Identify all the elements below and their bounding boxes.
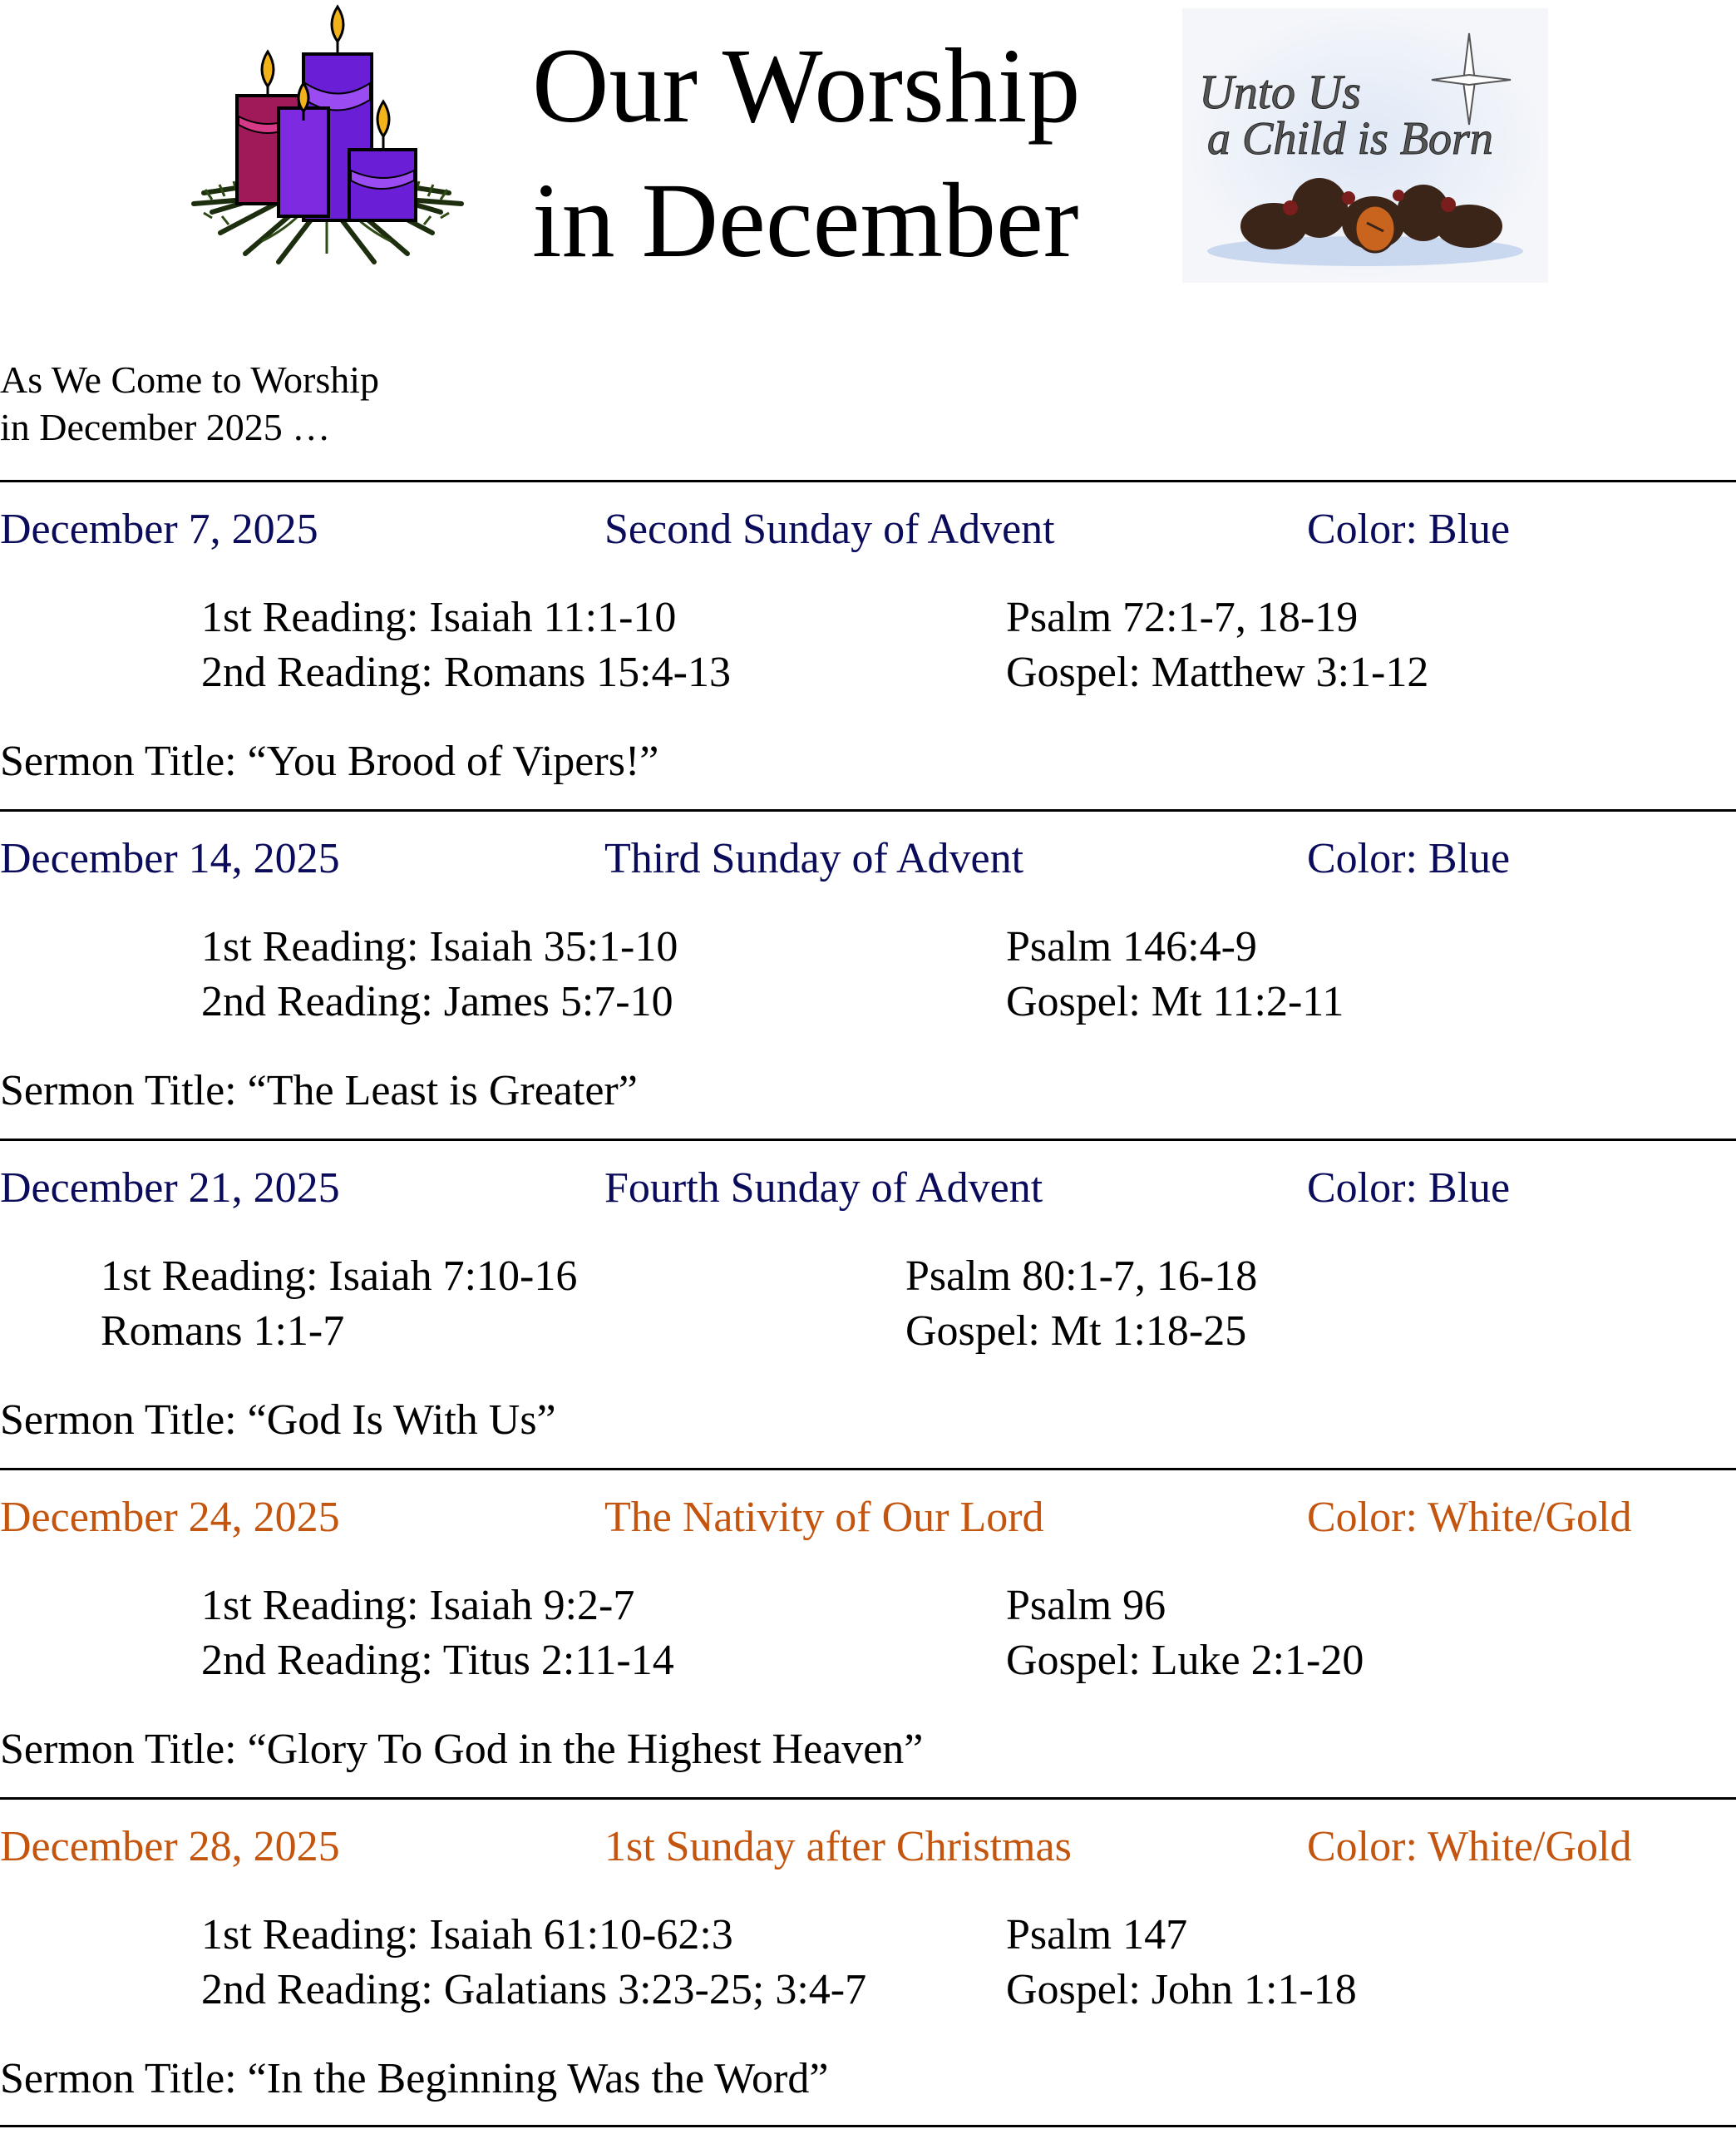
intro-text — [0, 356, 379, 451]
sermon-title: Sermon Title: “You Brood of Vipers!” — [0, 738, 659, 785]
service-date: December 28, 2025 — [0, 1823, 340, 1870]
intro-line-2: in December 2025 … — [0, 406, 331, 448]
gospel: Gospel: John 1:1-18 — [1006, 1966, 1357, 2013]
unto-us-banner-image — [1182, 8, 1548, 283]
page-title — [532, 18, 1080, 288]
liturgical-color: Color: Blue — [1307, 835, 1511, 882]
gospel: Gospel: Mt 11:2-11 — [1006, 978, 1344, 1025]
service-date: December 24, 2025 — [0, 1494, 340, 1541]
sermon-title: Sermon Title: “Glory To God in the Highest Heaven” — [0, 1726, 924, 1773]
second-reading: Romans 1:1-7 — [101, 1307, 345, 1355]
title-line-1: Our Worship — [532, 27, 1081, 145]
sermon-title: Sermon Title: “The Least is Greater” — [0, 1067, 638, 1114]
divider — [0, 1139, 1736, 1141]
advent-wreath-candles-icon — [187, 0, 466, 270]
sermon-title: Sermon Title: “God Is With Us” — [0, 1396, 556, 1444]
first-reading: 1st Reading: Isaiah 11:1-10 — [201, 594, 677, 641]
service-occasion: Second Sunday of Advent — [604, 506, 1055, 553]
psalm: Psalm 146:4-9 — [1006, 923, 1257, 971]
service-date: December 14, 2025 — [0, 835, 340, 882]
title-line-2: in December — [532, 161, 1079, 279]
service-date: December 21, 2025 — [0, 1164, 340, 1212]
intro-line-1: As We Come to Worship — [0, 358, 380, 401]
liturgical-color: Color: White/Gold — [1307, 1823, 1632, 1870]
psalm: Psalm 147 — [1006, 1911, 1188, 1959]
first-reading: 1st Reading: Isaiah 61:10-62:3 — [201, 1911, 733, 1959]
liturgical-color: Color: Blue — [1307, 506, 1511, 553]
liturgical-color: Color: White/Gold — [1307, 1494, 1632, 1541]
first-reading: 1st Reading: Isaiah 35:1-10 — [201, 923, 678, 971]
sermon-title: Sermon Title: “In the Beginning Was the Word” — [0, 2055, 829, 2102]
service-occasion: Fourth Sunday of Advent — [604, 1164, 1043, 1212]
second-reading: 2nd Reading: Galatians 3:23-25; 3:4-7 — [201, 1966, 867, 2013]
divider — [0, 809, 1736, 812]
divider — [0, 480, 1736, 482]
banner-script-text: Unto Us — [1199, 65, 1361, 119]
psalm: Psalm 96 — [1006, 1582, 1166, 1629]
psalm: Psalm 72:1-7, 18-19 — [1006, 594, 1359, 641]
advent-wreath-image — [187, 0, 466, 270]
first-reading: 1st Reading: Isaiah 9:2-7 — [201, 1582, 635, 1629]
divider — [0, 2125, 1736, 2127]
second-reading: 2nd Reading: Titus 2:11-14 — [201, 1637, 674, 1684]
divider — [0, 1468, 1736, 1470]
second-reading: 2nd Reading: Romans 15:4-13 — [201, 649, 731, 696]
liturgical-color: Color: Blue — [1307, 1164, 1511, 1212]
service-date: December 7, 2025 — [0, 506, 318, 553]
service-occasion: The Nativity of Our Lord — [604, 1494, 1044, 1541]
gospel: Gospel: Matthew 3:1-12 — [1006, 649, 1429, 696]
service-occasion: 1st Sunday after Christmas — [604, 1823, 1072, 1870]
gospel: Gospel: Mt 1:18-25 — [905, 1307, 1247, 1355]
gospel: Gospel: Luke 2:1-20 — [1006, 1637, 1364, 1684]
svg-text:a Child is Born: a Child is Born — [1207, 113, 1493, 165]
unto-us-a-child-is-born-banner — [1182, 8, 1548, 283]
second-reading: 2nd Reading: James 5:7-10 — [201, 978, 673, 1025]
psalm: Psalm 80:1-7, 16-18 — [905, 1252, 1258, 1300]
first-reading: 1st Reading: Isaiah 7:10-16 — [101, 1252, 578, 1300]
service-occasion: Third Sunday of Advent — [604, 835, 1024, 882]
divider — [0, 1797, 1736, 1800]
